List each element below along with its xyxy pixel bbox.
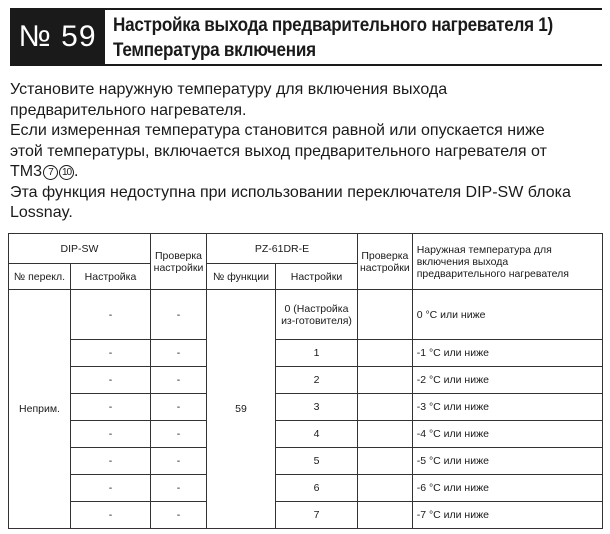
- dip-setting-cell: -: [71, 475, 151, 502]
- description-line: Lossnay.: [10, 204, 73, 221]
- table-row: [9, 394, 603, 421]
- header-setting-dip: Настройка: [71, 264, 151, 290]
- dip-setting-cell: -: [71, 421, 151, 448]
- outdoor-temp-cell: -6 °C или ниже: [412, 475, 602, 502]
- table-row: [9, 448, 603, 475]
- terminal-label: TM3: [10, 163, 42, 180]
- header-check-2: Проверка настройки: [358, 234, 413, 290]
- description-line: Установите наружную температуру для включения выхода: [10, 81, 448, 98]
- check-cell: [358, 394, 413, 421]
- pz-setting-cell: 7: [276, 502, 358, 529]
- outdoor-temp-cell: 0 °C или ниже: [412, 290, 602, 340]
- outdoor-temp-cell: -3 °C или ниже: [412, 394, 602, 421]
- header-check-1: Проверка настройки: [151, 234, 207, 290]
- table-row: [9, 502, 603, 529]
- pz-setting-cell: 4: [276, 421, 358, 448]
- dip-setting-cell: -: [71, 340, 151, 367]
- description-line: Если измеренная температура становится равной или опускается ниже: [10, 122, 545, 139]
- check-cell: [358, 290, 413, 340]
- section-title: [105, 8, 602, 66]
- dip-setting-cell: -: [71, 367, 151, 394]
- terminal-number-icon: 7: [43, 165, 58, 180]
- outdoor-temp-cell: -5 °C или ниже: [412, 448, 602, 475]
- header-dip-sw: DIP-SW: [9, 234, 151, 264]
- pz-setting-cell: 1: [276, 340, 358, 367]
- pz-setting-cell: 0 (Настройка из-готовителя): [276, 290, 358, 340]
- function-no-cell: 59: [207, 290, 276, 529]
- check-cell: -: [151, 367, 207, 394]
- title-line-2: Температура включения: [113, 40, 316, 61]
- pz-setting-cell: 3: [276, 394, 358, 421]
- header-setting-pz: Настройки: [276, 264, 358, 290]
- table-row: [9, 421, 603, 448]
- check-cell: -: [151, 475, 207, 502]
- pz-setting-cell: 5: [276, 448, 358, 475]
- check-cell: -: [151, 340, 207, 367]
- check-cell: -: [151, 290, 207, 340]
- check-cell: [358, 475, 413, 502]
- check-cell: -: [151, 421, 207, 448]
- check-cell: [358, 448, 413, 475]
- check-cell: -: [151, 394, 207, 421]
- header-outdoor-temp: Наружная температура для включения выхода предварительного нагревателя: [412, 234, 602, 290]
- pz-setting-cell: 2: [276, 367, 358, 394]
- description-line: Эта функция недоступна при использовании переключателя DIP-SW блока: [10, 183, 571, 201]
- outdoor-temp-cell: -1 °C или ниже: [412, 340, 602, 367]
- header-pz-61dr-e: PZ-61DR-E: [207, 234, 358, 264]
- settings-table: [8, 233, 603, 529]
- check-cell: [358, 340, 413, 367]
- check-cell: [358, 502, 413, 529]
- dip-setting-cell: -: [71, 502, 151, 529]
- table-row: [9, 340, 603, 367]
- section-header: [10, 8, 602, 66]
- title-line-1: Настройка выхода предварительного нагревателя 1): [113, 15, 554, 36]
- table-row: [9, 290, 603, 340]
- description: [10, 80, 605, 224]
- pz-setting-cell: 6: [276, 475, 358, 502]
- description-line: предварительного нагревателя.: [10, 101, 247, 119]
- section-number: № 59: [10, 8, 105, 66]
- outdoor-temp-cell: -2 °C или ниже: [412, 367, 602, 394]
- terminal-number-icon: 10: [59, 165, 74, 180]
- check-cell: [358, 367, 413, 394]
- dip-setting-cell: -: [71, 290, 151, 340]
- description-line: [10, 162, 605, 183]
- table-row: [9, 475, 603, 502]
- dip-setting-cell: -: [71, 448, 151, 475]
- description-punctuation: .: [74, 163, 79, 180]
- check-cell: -: [151, 448, 207, 475]
- check-cell: [358, 421, 413, 448]
- description-line: этой температуры, включается выход предварительного нагревателя от: [10, 142, 547, 160]
- header-switch-no: № перекл.: [9, 264, 71, 290]
- outdoor-temp-cell: -7 °C или ниже: [412, 502, 602, 529]
- table-row: [9, 367, 603, 394]
- outdoor-temp-cell: -4 °C или ниже: [412, 421, 602, 448]
- header-function-no: № функции: [207, 264, 276, 290]
- check-cell: -: [151, 502, 207, 529]
- dip-setting-cell: -: [71, 394, 151, 421]
- switch-no-cell: Неприм.: [9, 290, 71, 529]
